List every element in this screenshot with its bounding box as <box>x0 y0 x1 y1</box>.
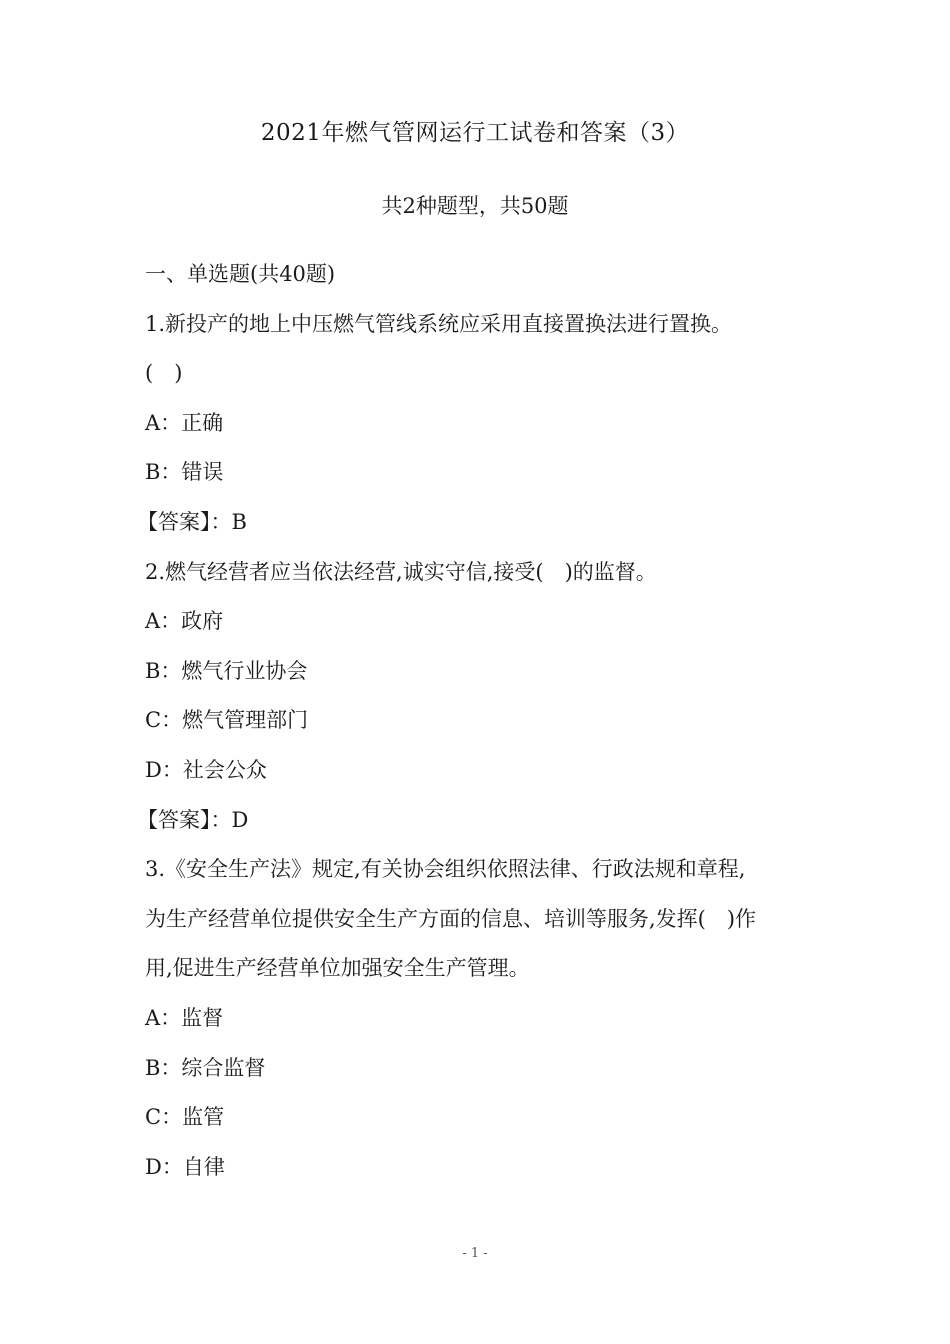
document-title: 2021年燃气管网运行工试卷和答案（3） <box>260 120 690 146</box>
option-c: C：燃气管理部门 <box>145 708 309 733</box>
question-stem-line: 用,促进生产经营单位加强安全生产管理。 <box>145 956 530 981</box>
option-b: B：燃气行业协会 <box>145 658 308 683</box>
question-1 <box>137 308 825 556</box>
document-subtitle: 共2种题型，共50题 <box>381 194 569 218</box>
question-2 <box>137 556 825 854</box>
question-stem-line: 2.燃气经营者应当依法经营,诚实守信,接受( )的监督。 <box>145 559 657 584</box>
question-3 <box>145 853 825 1200</box>
section-heading: 一、单选题(共40题) <box>145 262 336 286</box>
question-stem-line: ( ) <box>145 361 183 386</box>
question-stem-line: 为生产经营单位提供安全生产方面的信息、培训等服务,发挥( )作 <box>145 906 757 931</box>
document-body <box>137 258 825 1200</box>
option-b: B：综合监督 <box>145 1055 266 1080</box>
option-a: A：政府 <box>145 609 224 634</box>
option-d: D：自律 <box>145 1154 225 1179</box>
answer-line: 【答案】：B <box>137 509 247 534</box>
answer-line: 【答案】：D <box>137 807 249 832</box>
question-stem-line: 3.《安全生产法》规定,有关协会组织依照法律、行政法规和章程, <box>145 857 746 882</box>
question-stem-line: 1.新投产的地上中压燃气管线系统应采用直接置换法进行置换。 <box>145 311 733 336</box>
option-a: A：监督 <box>145 1005 224 1030</box>
option-c: C：监管 <box>145 1105 225 1130</box>
option-b: B：错误 <box>145 460 224 485</box>
option-d: D：社会公众 <box>145 757 267 782</box>
page-number: - 1 - <box>462 1246 488 1261</box>
option-a: A：正确 <box>145 410 224 435</box>
